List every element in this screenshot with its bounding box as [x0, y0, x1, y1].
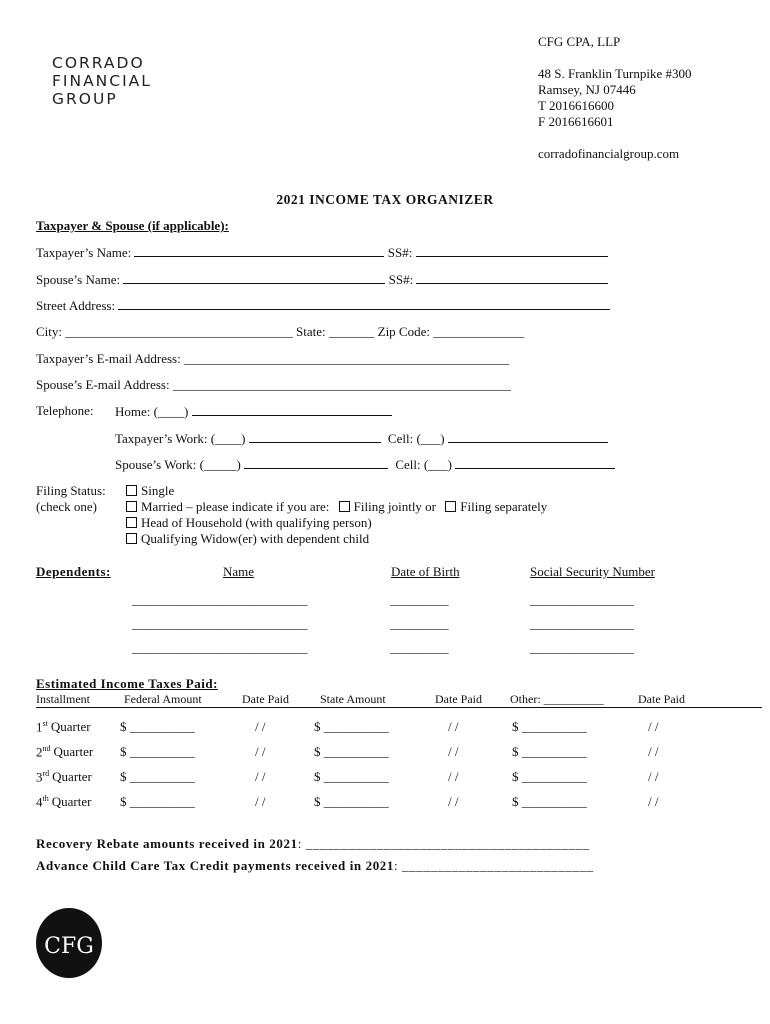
filing-single-row	[126, 483, 174, 499]
filing-hoh-row	[126, 515, 372, 531]
quarter-4-state-field[interactable]: $ __________	[314, 794, 389, 809]
quarter-4-d2-field[interactable]: / /	[448, 794, 459, 809]
recovery-row	[36, 836, 590, 852]
dependents-col-dob: Date of Birth	[391, 564, 460, 579]
quarter-suffix: nd	[42, 744, 51, 753]
firm-address: 48 S. Franklin Turnpike #300	[538, 66, 692, 81]
quarter-3-label	[36, 769, 92, 785]
dependent-1-ssn[interactable]: ________________	[530, 592, 634, 607]
filing-status-label: Filing Status:	[36, 483, 106, 498]
logo-line-2: FINANCIAL	[52, 72, 152, 90]
header-divider	[36, 707, 762, 708]
quarter-2-d3-field[interactable]: / /	[648, 744, 659, 759]
recovery-label: Recovery Rebate amounts received in 2021	[36, 836, 298, 851]
quarter-3-d1-field[interactable]: / /	[255, 769, 266, 784]
home-phone-label: Home: (____)	[115, 404, 189, 419]
cfg-monogram-text: CFG	[44, 934, 94, 959]
home-phone-row	[115, 403, 392, 420]
taxpayer-cell-label: Cell: (___)	[387, 431, 445, 446]
spouse-name-row	[36, 271, 608, 288]
jointly-checkbox[interactable]	[339, 501, 350, 512]
col-date-paid-1: Date Paid	[242, 692, 289, 706]
taxpayer-name-label: Taxpayer’s Name:	[36, 245, 132, 260]
quarter-1-d2-field[interactable]: / /	[448, 719, 459, 734]
advance-row	[36, 858, 594, 874]
dependent-3-ssn[interactable]: ________________	[530, 640, 634, 655]
quarter-word: Quarter	[50, 719, 91, 735]
dependent-3-name[interactable]: ___________________________	[132, 640, 308, 655]
advance-field[interactable]: : ___________________________	[394, 858, 594, 873]
col-date-paid-3: Date Paid	[638, 692, 685, 706]
spouse-name-field[interactable]	[123, 271, 385, 284]
filing-check-one-label: (check one)	[36, 499, 97, 514]
taxpayer-name-row	[36, 244, 608, 261]
street-label: Street Address:	[36, 298, 116, 313]
quarter-2-fed-field[interactable]: $ __________	[120, 744, 195, 759]
zip-field[interactable]: Zip Code: ______________	[377, 324, 525, 339]
quarter-1-label	[36, 719, 91, 735]
recovery-field[interactable]: : ________________________________________	[297, 836, 590, 851]
street-row	[36, 297, 610, 314]
firm-fax: F 2016616601	[538, 114, 614, 129]
quarter-number: 3	[36, 769, 43, 785]
dependent-2-ssn[interactable]: ________________	[530, 616, 634, 631]
firm-website: corradofinancialgroup.com	[538, 146, 680, 161]
quarter-2-d1-field[interactable]: / /	[255, 744, 266, 759]
dependents-col-name: Name	[223, 564, 255, 579]
quarter-2-d2-field[interactable]: / /	[448, 744, 459, 759]
spouse-work-label: Spouse’s Work: (_____)	[115, 457, 241, 472]
married-checkbox[interactable]	[126, 501, 137, 512]
firm-city: Ramsey, NJ 07446	[538, 82, 636, 97]
quarter-3-fed-field[interactable]: $ __________	[120, 769, 195, 784]
taxpayer-ss-field[interactable]	[416, 244, 608, 257]
dependent-1-dob[interactable]: _________	[390, 592, 449, 607]
quarter-1-state-field[interactable]: $ __________	[314, 719, 389, 734]
estimated-heading: Estimated Income Taxes Paid:	[36, 676, 218, 691]
quarter-number: 1	[36, 719, 43, 735]
quarter-2-other-field[interactable]: $ __________	[512, 744, 587, 759]
col-state: State Amount	[320, 692, 386, 706]
quarter-3-other-field[interactable]: $ __________	[512, 769, 587, 784]
quarter-4-other-field[interactable]: $ __________	[512, 794, 587, 809]
quarter-word: Quarter	[53, 744, 94, 760]
company-logo	[52, 54, 152, 108]
col-federal: Federal Amount	[124, 692, 202, 706]
col-other[interactable]: Other: __________	[510, 692, 604, 706]
firm-phone: T 2016616600	[538, 98, 614, 113]
dependent-2-dob[interactable]: _________	[390, 616, 449, 631]
quarter-suffix: rd	[42, 769, 50, 778]
jointly-label: Filing jointly or	[353, 499, 437, 514]
spouse-ss-field[interactable]	[416, 271, 608, 284]
quarter-1-other-field[interactable]: $ __________	[512, 719, 587, 734]
separately-checkbox[interactable]	[445, 501, 456, 512]
taxpayer-email-field[interactable]: Taxpayer’s E-mail Address: __________________________________________________	[36, 351, 509, 366]
telephone-label: Telephone:	[36, 403, 94, 418]
taxpayer-work-field[interactable]	[249, 430, 381, 443]
dependents-col-ssn: Social Security Number	[530, 564, 655, 579]
single-label: Single	[141, 483, 175, 498]
quarter-3-d3-field[interactable]: / /	[648, 769, 659, 784]
city-field[interactable]: City: ___________________________________	[36, 324, 293, 339]
col-date-paid-2: Date Paid	[435, 692, 482, 706]
spouse-cell-field[interactable]	[455, 456, 615, 469]
page-title: 2021 INCOME TAX ORGANIZER	[276, 192, 494, 207]
section-taxpayer-heading: Taxpayer & Spouse (if applicable):	[36, 218, 229, 233]
single-checkbox[interactable]	[126, 485, 137, 496]
quarter-number: 4	[36, 794, 43, 810]
col-installment: Installment	[36, 692, 90, 706]
city-state-zip-row	[36, 324, 524, 340]
quarter-3-state-field[interactable]: $ __________	[314, 769, 389, 784]
quarter-2-label	[36, 744, 93, 760]
spouse-work-row	[115, 456, 615, 473]
spouse-work-field[interactable]	[244, 456, 388, 469]
dependent-2-name[interactable]: ___________________________	[132, 616, 308, 631]
spouse-email-field[interactable]: Spouse’s E-mail Address: ____________________________________________________	[36, 377, 511, 392]
hoh-checkbox[interactable]	[126, 517, 137, 528]
dependent-3-dob[interactable]: _________	[390, 640, 449, 655]
state-field[interactable]: State: _______	[296, 324, 375, 339]
dependents-heading: Dependents:	[36, 564, 111, 579]
quarter-4-d1-field[interactable]: / /	[255, 794, 266, 809]
filing-married-row	[126, 499, 547, 515]
logo-line-3: GROUP	[52, 90, 118, 108]
married-label: Married – please indicate if you are:	[141, 499, 330, 514]
spouse-ss-label: SS#:	[388, 272, 414, 287]
spouse-name-label: Spouse’s Name:	[36, 272, 121, 287]
taxpayer-work-label: Taxpayer’s Work: (____)	[115, 431, 246, 446]
quarter-1-fed-field[interactable]: $ __________	[120, 719, 195, 734]
spouse-cell-label: Cell: (___)	[395, 457, 453, 472]
advance-label: Advance Child Care Tax Credit payments received in 2021	[36, 858, 395, 873]
hoh-label: Head of Household (with qualifying person)	[141, 515, 372, 530]
quarter-4-fed-field[interactable]: $ __________	[120, 794, 195, 809]
widow-checkbox[interactable]	[126, 533, 137, 544]
quarter-1-d1-field[interactable]: / /	[255, 719, 266, 734]
taxpayer-ss-label: SS#:	[387, 245, 413, 260]
logo-line-1: CORRADO	[52, 54, 145, 72]
quarter-1-d3-field[interactable]: / /	[648, 719, 659, 734]
taxpayer-cell-field[interactable]	[448, 430, 608, 443]
taxpayer-name-field[interactable]	[134, 244, 384, 257]
quarter-word: Quarter	[52, 769, 92, 785]
quarter-number: 2	[36, 744, 43, 760]
taxpayer-work-row	[115, 430, 608, 447]
separately-label: Filing separately	[460, 499, 548, 514]
quarter-4-d3-field[interactable]: / /	[648, 794, 659, 809]
quarter-word: Quarter	[51, 794, 92, 810]
street-field[interactable]	[118, 297, 610, 310]
quarter-4-label	[36, 794, 91, 810]
firm-name: CFG CPA, LLP	[538, 34, 621, 49]
quarter-3-d2-field[interactable]: / /	[448, 769, 459, 784]
quarter-2-state-field[interactable]: $ __________	[314, 744, 389, 759]
quarter-suffix: th	[42, 794, 49, 803]
dependent-1-name[interactable]: ___________________________	[132, 592, 308, 607]
cfg-monogram-logo	[36, 908, 102, 978]
quarter-suffix: st	[42, 719, 48, 728]
home-phone-field[interactable]	[192, 403, 392, 416]
widow-label: Qualifying Widow(er) with dependent child	[141, 531, 370, 546]
filing-widow-row	[126, 531, 369, 547]
